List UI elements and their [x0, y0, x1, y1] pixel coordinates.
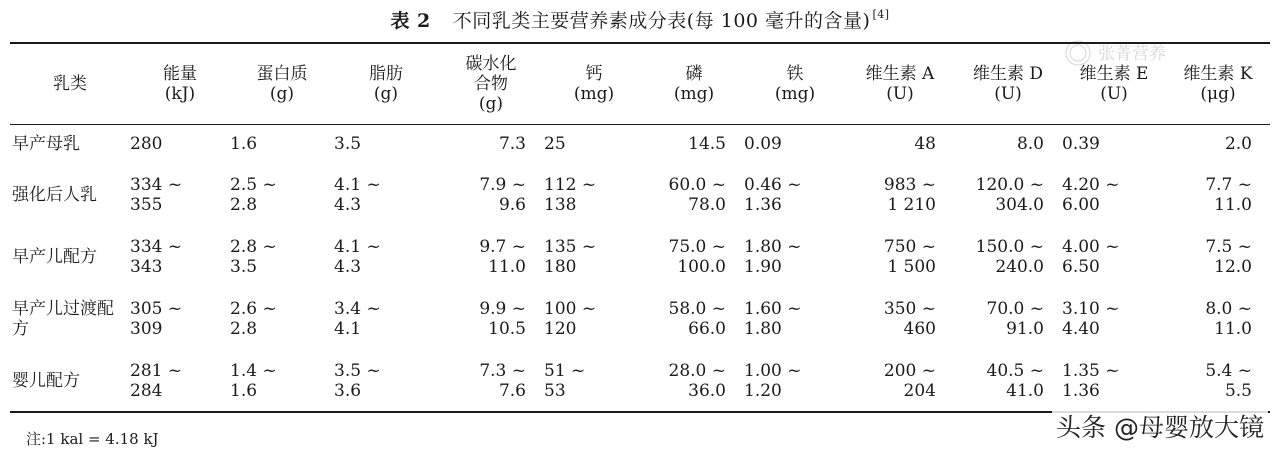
table-cell: 28.0 ~ 36.0	[668, 361, 726, 401]
table-cell: 334 ~ 343	[130, 237, 183, 277]
header-milk-type: 乳类	[53, 74, 87, 94]
table-cell: 7.3 ~ 7.6	[479, 361, 526, 401]
toutiao-watermark: 头条 @母婴放大镜	[1052, 408, 1268, 444]
table-cell: 3.5 ~ 3.6	[334, 361, 381, 401]
table-cell: 4.00 ~ 6.50	[1062, 237, 1120, 277]
header-protein: 蛋白质 (g)	[256, 64, 308, 104]
table-cell: 58.0 ~ 66.0	[668, 299, 726, 339]
header-phosphorus: 磷 (mg)	[673, 64, 715, 104]
header-iron: 铁 (mg)	[774, 64, 816, 104]
header-vitamin-d: 维生素 D (U)	[972, 64, 1044, 104]
table-cell: 350 ~ 460	[883, 299, 936, 339]
table-cell: 3.5	[334, 134, 362, 154]
table-cell: 75.0 ~ 100.0	[668, 237, 726, 277]
table-cell: 0.39	[1062, 134, 1100, 154]
table-cell: 2.5 ~ 2.8	[230, 175, 277, 215]
table-row	[10, 124, 1270, 164]
table-cell: 4.1 ~ 4.3	[334, 237, 381, 277]
table-cell: 3.10 ~ 4.40	[1062, 299, 1120, 339]
header-vitamin-a: 维生素 A (U)	[865, 64, 935, 104]
table-cell: 1.60 ~ 1.80	[744, 299, 802, 339]
header-calcium: 钙 (mg)	[573, 64, 615, 104]
table-row	[10, 288, 1270, 350]
table-cell: 135 ~ 180	[544, 237, 597, 277]
table-cell: 2.8 ~ 3.5	[230, 237, 277, 277]
row-label: 强化后人乳	[12, 185, 97, 205]
table-cell: 48	[914, 134, 936, 154]
table-cell: 120.0 ~ 304.0	[975, 175, 1044, 215]
table-cell: 0.46 ~ 1.36	[744, 175, 802, 215]
table-cell: 14.5	[688, 134, 726, 154]
table-cell: 983 ~ 1 210	[883, 175, 936, 215]
table-cell: 305 ~ 309	[130, 299, 183, 339]
table-cell: 1.6	[230, 134, 258, 154]
table-row	[10, 350, 1270, 412]
table-cell: 5.4 ~ 5.5	[1205, 361, 1252, 401]
table-cell: 8.0	[1016, 134, 1044, 154]
footnote: 注:1 kal = 4.18 kJ	[26, 430, 159, 448]
table-title	[0, 6, 1280, 33]
table-cell: 8.0 ~ 11.0	[1205, 299, 1252, 339]
table-cell: 280	[130, 134, 163, 154]
table-cell: 7.5 ~ 12.0	[1205, 237, 1252, 277]
table-cell: 7.7 ~ 11.0	[1205, 175, 1252, 215]
table-cell: 281 ~ 284	[130, 361, 183, 401]
table-caption: 不同乳类主要营养素成分表(每 100 毫升的含量)	[452, 10, 871, 32]
table-cell: 51 ~ 53	[544, 361, 586, 401]
table-cell: 100 ~ 120	[544, 299, 597, 339]
table-cell: 25	[544, 134, 566, 154]
header-carbohydrate: 碳水化 合物 (g)	[465, 54, 517, 114]
table-cell: 4.20 ~ 6.00	[1062, 175, 1120, 215]
table-cell: 1.4 ~ 1.6	[230, 361, 277, 401]
table-cell: 70.0 ~ 91.0	[986, 299, 1044, 339]
table-cell: 4.1 ~ 4.3	[334, 175, 381, 215]
row-label: 早产儿过渡配方	[12, 299, 114, 339]
table-body	[10, 124, 1270, 412]
table-cell: 112 ~ 138	[544, 175, 597, 215]
table-cell: 3.4 ~ 4.1	[334, 299, 381, 339]
table-cell: 0.09	[744, 134, 782, 154]
table-cell: 1.35 ~ 1.36	[1062, 361, 1120, 401]
header-fat: 脂肪 (g)	[369, 64, 403, 104]
table-cell: 1.80 ~ 1.90	[744, 237, 802, 277]
table-cell: 200 ~ 204	[883, 361, 936, 401]
row-label: 早产母乳	[12, 134, 80, 154]
table-cell: 9.9 ~ 10.5	[479, 299, 526, 339]
table-cell: 1.00 ~ 1.20	[744, 361, 802, 401]
row-label: 婴儿配方	[12, 371, 80, 391]
table-header-row	[10, 44, 1270, 124]
header-energy: 能量 (kJ)	[163, 64, 197, 104]
header-vitamin-e: 维生素 E (U)	[1079, 64, 1149, 104]
header-vitamin-k: 维生素 K (μg)	[1183, 64, 1253, 104]
nutrient-table	[10, 44, 1270, 412]
table-cell: 334 ~ 355	[130, 175, 183, 215]
seal-watermark-text: 张菁营养	[1098, 44, 1166, 64]
table-row	[10, 164, 1270, 226]
table-cell: 40.5 ~ 41.0	[986, 361, 1044, 401]
table-cell: 2.6 ~ 2.8	[230, 299, 277, 339]
table-cell: 7.3	[498, 134, 526, 154]
table-number: 表 2	[390, 10, 431, 32]
table-cell: 2.0	[1224, 134, 1252, 154]
table-row	[10, 226, 1270, 288]
table-reference: [4]	[872, 8, 890, 21]
table-cell: 750 ~ 1 500	[883, 237, 936, 277]
table-cell: 7.9 ~ 9.6	[479, 175, 526, 215]
table-cell: 150.0 ~ 240.0	[975, 237, 1044, 277]
table-cell: 60.0 ~ 78.0	[668, 175, 726, 215]
row-label: 早产儿配方	[12, 247, 97, 267]
table-cell: 9.7 ~ 11.0	[479, 237, 526, 277]
